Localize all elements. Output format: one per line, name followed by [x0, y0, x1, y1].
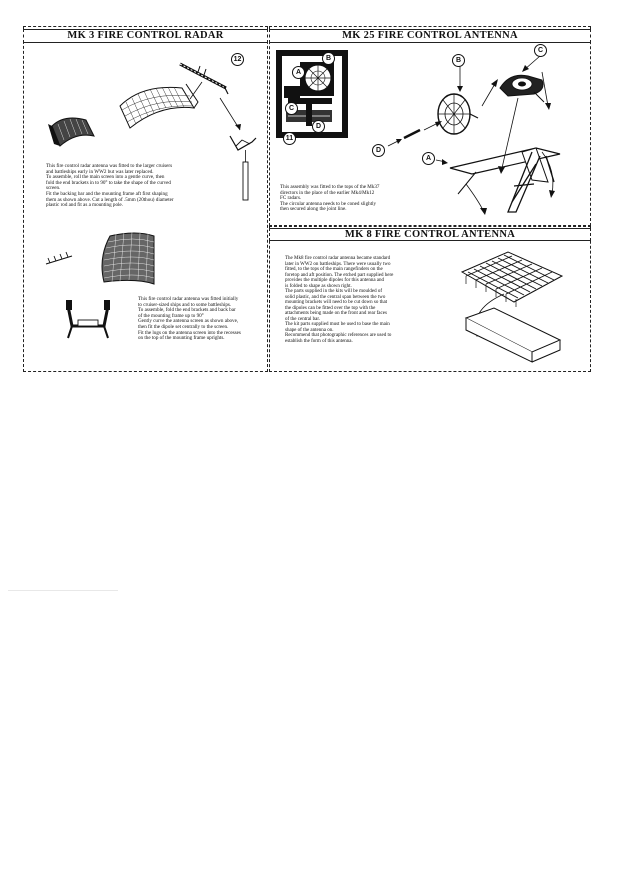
mk3-text2-line: Gently curve the antenna screen as shown above, — [138, 318, 239, 325]
mk8-text-line: of the central bar. — [285, 316, 320, 322]
mk25-fret-label-c: C — [285, 102, 298, 115]
mk25-text-line: FC radars. — [280, 195, 302, 202]
mk3-text1-line: To assemble, roll the main screen into a gentle curve, then — [46, 174, 165, 181]
scan-artifact — [8, 590, 118, 591]
mk8-text-line: establish the form of this antenna. — [285, 338, 353, 344]
mk3-backing-bar-illustration — [178, 58, 233, 98]
mk8-text-line: The parts supplied in the kits will be moulded of — [285, 289, 383, 294]
mk3-text2-line: to cruiser-sized ships and to some battleships. — [138, 301, 232, 308]
mk8-text-line: later in WW2 on battleships. There were usually two — [285, 261, 391, 267]
mk8-text-line: solid plastic, and the central span between the two — [285, 294, 386, 300]
mk25-step-number: 11 — [283, 132, 296, 145]
mk8-text-line: The kit parts supplied must be used to base the main — [285, 322, 390, 327]
mk8-text-line: shape of the antenna on. — [285, 327, 334, 333]
mk3-mounting-frame-2-illustration — [62, 296, 116, 344]
mk3-text1-line: them as shown above. Cut a length of .5mm (20thou) diameter — [46, 196, 174, 203]
mk3-text1-line: Fit the backing bar and the mounting frame aft first shaping — [46, 190, 168, 197]
mk3-mesh-screen-illustration — [96, 228, 160, 290]
mk3-text1-line: plastic rod and fit as a mounting pole. — [46, 202, 123, 209]
mk8-title: MK 8 FIRE CONTROL ANTENNA — [269, 228, 591, 241]
mk25-label-d: D — [372, 144, 385, 157]
mk8-text-line: foretop and aft position. The etched part supplied here — [285, 272, 394, 278]
mk3-description-2 — [138, 297, 266, 342]
mk3-text2-line: This fire control radar antenna was fitted initially — [138, 296, 239, 302]
mk3-text1-line: and battleships early in WW2 but was later replaced. — [46, 168, 154, 175]
mk25-text-line: then secured along the joint line. — [280, 206, 347, 213]
mk25-text-line: directors in the place of the earlier Mk4/Mk12 — [280, 189, 375, 196]
mk25-fret-label-b: B — [322, 52, 335, 65]
mk8-text-line: the dipoles can be fitted over the top with the — [285, 305, 376, 311]
mk3-dipole-set-illustration — [44, 252, 74, 268]
mk3-text1-line: fold the end brackets in to 90° to take the shape of the curved — [46, 179, 171, 186]
mk3-arrow — [218, 96, 248, 136]
mk3-title: MK 3 FIRE CONTROL RADAR — [23, 29, 268, 43]
mk3-text1-line: screen. — [46, 185, 61, 192]
mk8-text-line: fitted, to the tops of the main rangefinders on the — [285, 267, 383, 272]
mk25-arrow-b — [456, 66, 464, 92]
mk25-arrow-lower-right — [540, 150, 560, 200]
mk25-long-arrow — [496, 96, 522, 176]
mk8-text-line: The Mk8 fire control radar antenna became standard — [285, 256, 391, 261]
mk8-text-line: is folded to shape as shown right. — [285, 283, 352, 289]
mk3-text2-line: of the mounting frame up to 90° — [138, 312, 204, 319]
mk8-text-line: provides the multiple dipoles for this antenna and — [285, 278, 385, 283]
mk25-fret-label-d: D — [312, 120, 325, 133]
mk8-text-line: attachments being made on the front and rear faces — [285, 311, 387, 316]
mk25-description — [280, 185, 440, 213]
mk25-text-line: This assembly was fitted to the tops of the Mk37 — [280, 184, 380, 190]
mk3-text2-line: then fit the dipole set centrally to the screen. — [138, 323, 229, 330]
mk8-text-line: mounting brackets will need to be cut down so that — [285, 300, 388, 305]
mk8-text-line: Recommend that photographic references are used to — [285, 333, 392, 338]
mk25-label-c: C — [534, 44, 547, 57]
mk3-text1-line: This fire control radar antenna was fitted to the larger cruisers — [46, 163, 173, 169]
mk25-arrow-c-2 — [540, 70, 554, 110]
mk25-label-a: A — [422, 152, 435, 165]
mk25-text-line: The circular antenna needs to be coned slightly — [280, 200, 377, 207]
mk3-assembled-antenna-illustration — [46, 112, 104, 152]
mk25-title: MK 25 FIRE CONTROL ANTENNA — [269, 29, 591, 43]
mk3-step-number: 12 — [231, 53, 244, 66]
mk25-label-b: B — [452, 54, 465, 67]
mk3-text2-line: on the top of the mounting frame uprights. — [138, 335, 225, 342]
mk25-fret-label-a: A — [292, 66, 305, 79]
mk8-description — [285, 256, 439, 344]
mk3-text2-line: To assemble, fold the end brackets and back bar — [138, 307, 236, 314]
mk8-central-bar-illustration — [464, 306, 564, 364]
mk3-description-1 — [46, 164, 236, 209]
mk3-text2-line: Fit the lugs on the antenna screen into the recesses — [138, 329, 241, 336]
